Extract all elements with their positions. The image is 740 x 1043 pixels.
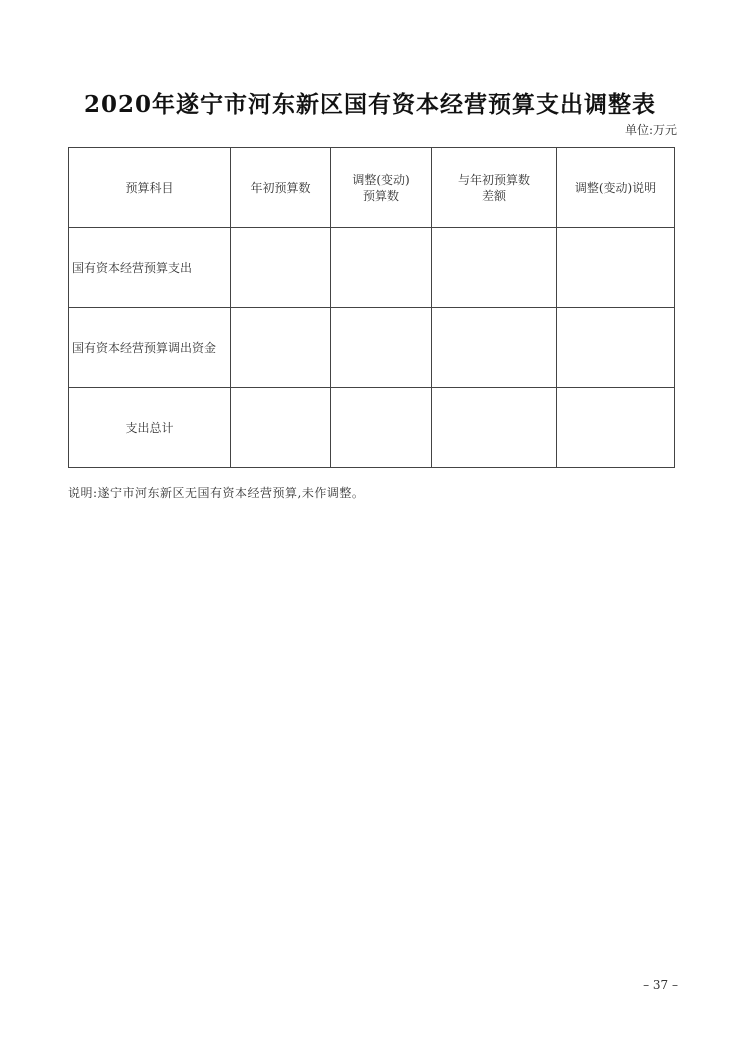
header-adjustment-explanation <box>557 148 675 228</box>
row-adjusted-budget <box>331 308 432 388</box>
row-adjusted-budget <box>331 388 432 468</box>
header-line: 与年初预算数 <box>457 172 530 187</box>
table-row <box>69 388 675 468</box>
header-adjusted-budget <box>331 148 432 228</box>
header-line: 预算科目 <box>125 180 174 195</box>
row-explanation <box>557 228 675 308</box>
row-initial-budget <box>231 228 331 308</box>
row-subject: 国有资本经营预算调出资金 <box>69 308 231 388</box>
row-explanation <box>557 308 675 388</box>
row-initial-budget <box>231 388 331 468</box>
header-difference <box>432 148 557 228</box>
row-difference <box>432 388 557 468</box>
header-budget-subject <box>69 148 231 228</box>
table-row <box>69 228 675 308</box>
row-subject: 国有资本经营预算支出 <box>69 228 231 308</box>
header-line: 预算数 <box>362 188 399 203</box>
row-adjusted-budget <box>331 228 432 308</box>
row-explanation <box>557 388 675 468</box>
header-line: 差额 <box>481 188 506 203</box>
table-row <box>69 308 675 388</box>
header-line: 调整(变动) <box>352 172 410 187</box>
page-number: – 37 – <box>643 978 678 992</box>
unit-label: 单位:万元 <box>624 123 677 137</box>
table-header-row <box>69 148 675 228</box>
header-initial-budget <box>231 148 331 228</box>
row-initial-budget <box>231 308 331 388</box>
budget-adjustment-table <box>68 147 675 468</box>
page-title: 2020年遂宁市河东新区国有资本经营预算支出调整表 <box>83 91 656 118</box>
header-line: 年初预算数 <box>250 180 311 195</box>
row-difference <box>432 308 557 388</box>
row-subject: 支出总计 <box>69 388 231 468</box>
table-note: 说明:遂宁市河东新区无国有资本经营预算,未作调整。 <box>68 486 365 500</box>
header-line: 调整(变动)说明 <box>574 180 657 195</box>
row-difference <box>432 228 557 308</box>
